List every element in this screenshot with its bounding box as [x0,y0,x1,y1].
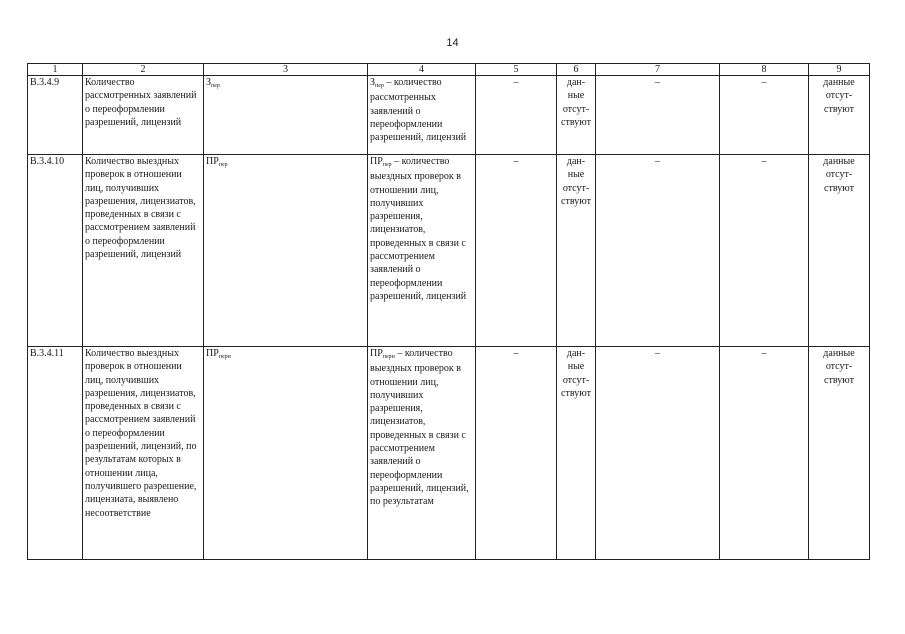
row-col5: – [476,347,557,560]
symbol-base: З [206,77,212,88]
header-col-5: 5 [476,64,557,76]
row-code: В.3.4.11 [28,347,83,560]
row-col7: – [596,76,720,155]
row-col5: – [476,155,557,347]
row-col9: данные отсут-ствуют [809,347,870,560]
row-col8: – [720,155,809,347]
symbol-base: ПР [206,156,219,167]
row-code: В.3.4.10 [28,155,83,347]
symbol-subscript: перн [218,354,231,360]
header-col-7: 7 [596,64,720,76]
row-name: Количество выездных проверок в отношении лиц, получивших разрешения, лицензиатов, проведенных в связи с рассмотрением заявлений о переоформлении разрешений, лицензий, по результатам которых в отношении лица, получившего разрешение, лицензиата, выявлено несоответствие [83,347,204,560]
row-name: Количество выездных проверок в отношении лиц, получивших разрешения, лицензиатов, проведенных в связи с рассмотрением заявлений о переоформлении разрешений, лицензий [83,155,204,347]
row-col6: дан-ные отсут-ствуют [557,76,596,155]
row-definition [368,76,476,155]
row-col9: данные отсут-ствуют [809,155,870,347]
definition-symbol-base: З [370,77,376,88]
page-number: 14 [446,37,459,49]
symbol-subscript: пер [211,83,220,89]
symbol-subscript: пер [218,162,228,168]
header-col-2: 2 [83,64,204,76]
header-col-8: 8 [720,64,809,76]
table-row [28,76,870,155]
table-row [28,347,870,560]
row-definition [368,347,476,560]
row-col9: данные отсут-ствуют [809,76,870,155]
header-col-6: 6 [557,64,596,76]
row-symbol [204,76,368,155]
row-definition [368,155,476,347]
header-col-4: 4 [368,64,476,76]
header-col-9: 9 [809,64,870,76]
definition-text: – количество выездных проверок в отношении лиц, получивших разрешения, лицензиатов, проведенных в связи с рассмотрением заявлений о переоформлении разрешений, лицензий, по результатам [370,348,469,508]
definition-text: – количество выездных проверок в отношении лиц, получивших разрешения, лицензиатов, проведенных в связи с рассмотрением заявлений о переоформлении разрешений, лицензий [370,156,467,302]
definition-symbol-subscript: пер [375,83,384,89]
row-symbol [204,347,368,560]
row-name: Количество рассмотренных заявлений о переоформлении разрешений, лицензий [83,76,204,155]
row-col8: – [720,76,809,155]
header-col-1: 1 [28,64,83,76]
row-symbol [204,155,368,347]
definition-text: – количество рассмотренных заявлений о переоформлении разрешений, лицензий [370,77,467,144]
header-col-3: 3 [204,64,368,76]
indicator-table [27,63,870,560]
row-col6: дан-ные отсут-ствуют [557,347,596,560]
header-row [28,64,870,76]
row-col5: – [476,76,557,155]
row-col8: – [720,347,809,560]
definition-symbol-subscript: перн [382,354,395,360]
row-col7: – [596,347,720,560]
table-row [28,155,870,347]
definition-symbol-base: ПР [370,348,383,359]
row-col6: дан-ные отсут-ствуют [557,155,596,347]
row-col7: – [596,155,720,347]
definition-symbol-base: ПР [370,156,383,167]
row-code: В.3.4.9 [28,76,83,155]
symbol-base: ПР [206,348,219,359]
definition-symbol-subscript: пер [382,162,392,168]
